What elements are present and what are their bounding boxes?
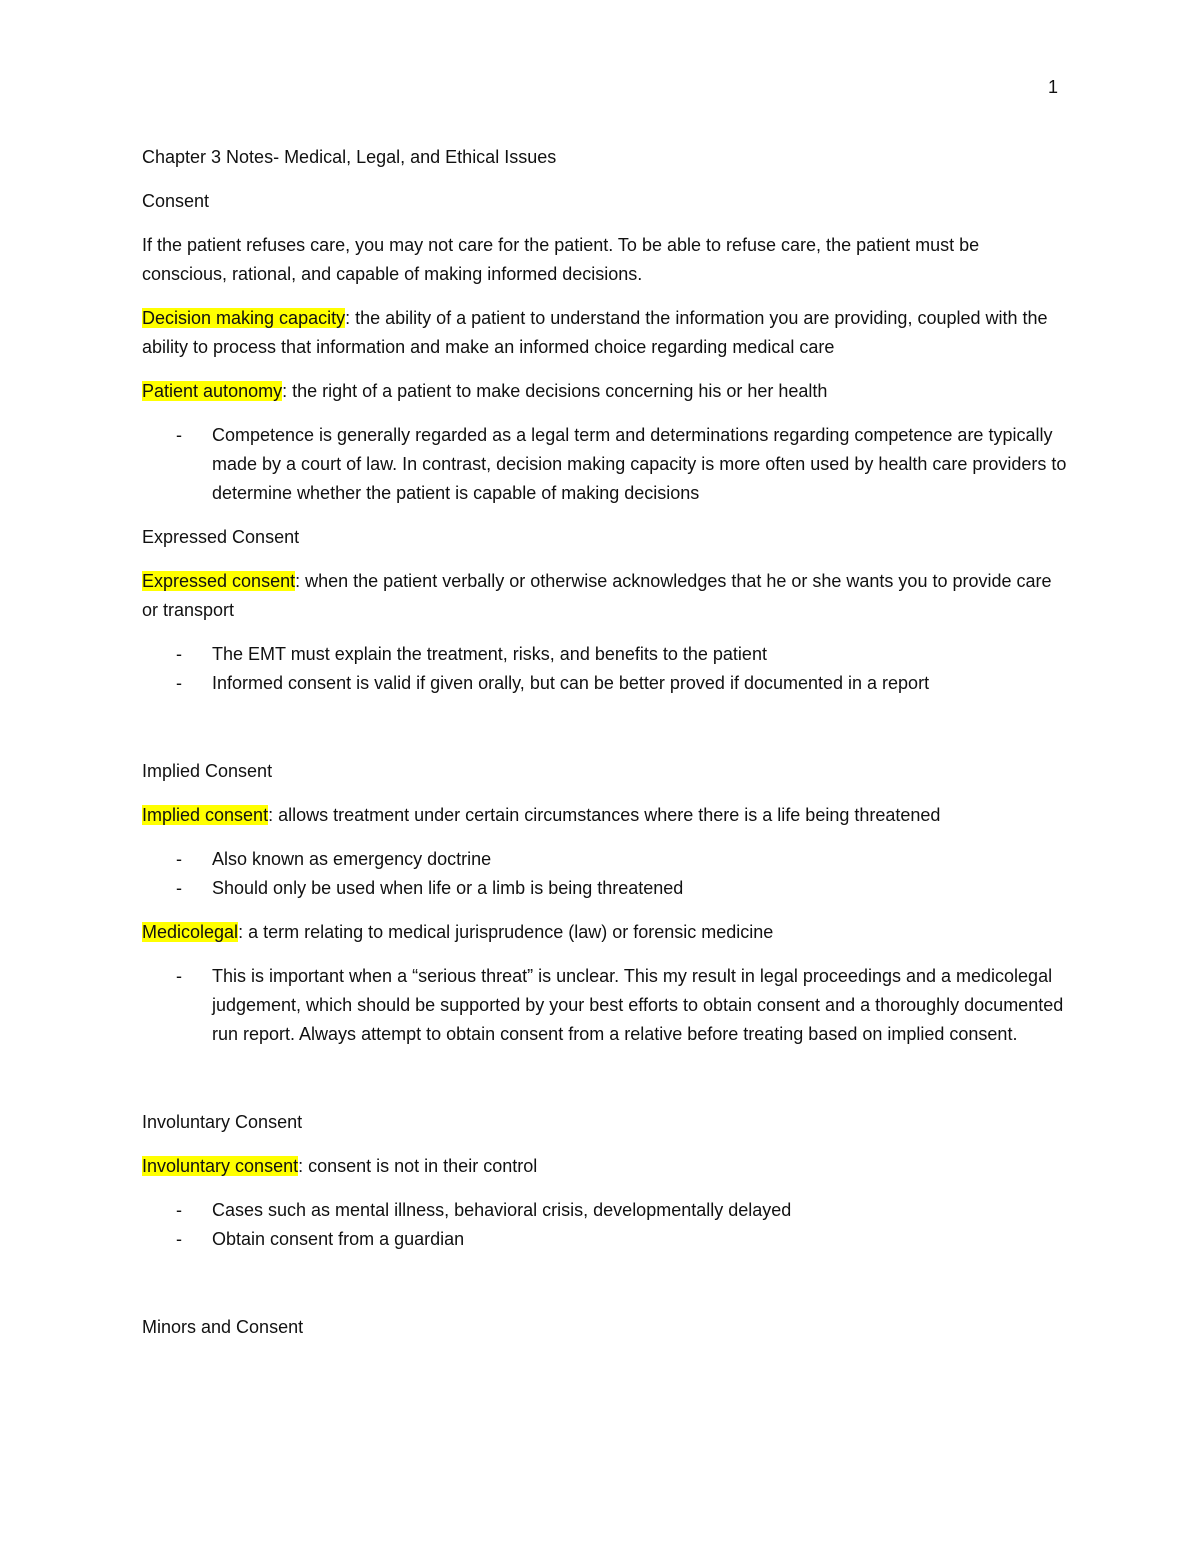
bullet-dash: - (176, 673, 182, 693)
page-number: 1 (1047, 77, 1058, 97)
bullet-dash: - (176, 644, 182, 664)
list-item (142, 874, 1067, 903)
definition-text: : when the patient verbally or otherwise acknowledges that he or she wants you to provide care or transport (142, 571, 1052, 620)
consent-intro-paragraph: If the patient refuses care, you may not care for the patient. To be able to refuse care, the patient must be conscious, rational, and capable of making informed decisions. (142, 235, 980, 284)
bullet-dash: - (176, 425, 182, 445)
document-title: Chapter 3 Notes- Medical, Legal, and Ethical Issues (142, 147, 557, 167)
spacer (142, 1269, 1067, 1313)
list-item-text: Should only be used when life or a limb is being threatened (212, 878, 684, 898)
section-heading-involuntary-consent: Involuntary Consent (142, 1112, 303, 1132)
definition-text: : consent is not in their control (298, 1156, 538, 1176)
list-item (142, 1196, 1067, 1225)
highlighted-term: Decision making capacity (142, 308, 346, 328)
definition-text: : allows treatment under certain circumstances where there is a life being threatened (268, 805, 941, 825)
section-heading-minors-and-consent: Minors and Consent (142, 1317, 304, 1337)
bullet-dash: - (176, 966, 182, 986)
spacer (142, 1064, 1067, 1108)
definition-medicolegal (142, 918, 1067, 947)
section-heading-expressed-consent: Expressed Consent (142, 527, 300, 547)
list-item (142, 1225, 1067, 1254)
definition-involuntary-consent (142, 1152, 1067, 1181)
list-item-text: Also known as emergency doctrine (212, 849, 492, 869)
highlighted-term: Implied consent (142, 805, 269, 825)
list-item-text: The EMT must explain the treatment, risks, and benefits to the patient (212, 644, 767, 664)
section-heading-implied-consent: Implied Consent (142, 761, 273, 781)
list-item-text: Informed consent is valid if given orally, but can be better proved if documented in a report (212, 673, 930, 693)
definition-text: : the ability of a patient to understand the information you are providing, coupled with the ability to process that information and make an informed choice regarding medical care (142, 308, 1048, 357)
list-item-text: This is important when a “serious threat” is unclear. This my result in legal proceedings and a medicolegal judgement, which should be supported by your best efforts to obtain consent and a thoroughly documented run report. Always attempt to obtain consent from a relative before treating based on implied consent. (212, 966, 1064, 1044)
list-item (142, 421, 1067, 508)
list-item (142, 669, 1067, 698)
consent-bullet-list (142, 421, 1067, 508)
bullet-dash: - (176, 849, 182, 869)
highlighted-term: Medicolegal (142, 922, 239, 942)
highlighted-term: Patient autonomy (142, 381, 283, 401)
list-item (142, 962, 1067, 1049)
definition-text: : the right of a patient to make decisions concerning his or her health (282, 381, 828, 401)
definition-implied-consent (142, 801, 1067, 830)
highlighted-term: Involuntary consent (142, 1156, 299, 1176)
bullet-dash: - (176, 878, 182, 898)
definition-patient-autonomy (142, 377, 1067, 406)
definition-text: : a term relating to medical jurisprudence (law) or forensic medicine (238, 922, 774, 942)
section-heading-consent: Consent (142, 191, 210, 211)
spacer (142, 713, 1067, 757)
document-body (142, 143, 1067, 1357)
bullet-dash: - (176, 1200, 182, 1220)
medicolegal-bullet-list (142, 962, 1067, 1049)
bullet-dash: - (176, 1229, 182, 1249)
list-item (142, 640, 1067, 669)
expressed-bullet-list (142, 640, 1067, 698)
definition-decision-making-capacity (142, 304, 1067, 362)
highlighted-term: Expressed consent (142, 571, 296, 591)
involuntary-bullet-list (142, 1196, 1067, 1254)
definition-expressed-consent (142, 567, 1067, 625)
list-item (142, 845, 1067, 874)
implied-bullet-list (142, 845, 1067, 903)
list-item-text: Competence is generally regarded as a legal term and determinations regarding competence are typically made by a court of law. In contrast, decision making capacity is more often used by health care providers to determine whether the patient is capable of making decisions (212, 425, 1067, 503)
list-item-text: Obtain consent from a guardian (212, 1229, 465, 1249)
list-item-text: Cases such as mental illness, behavioral crisis, developmentally delayed (212, 1200, 792, 1220)
